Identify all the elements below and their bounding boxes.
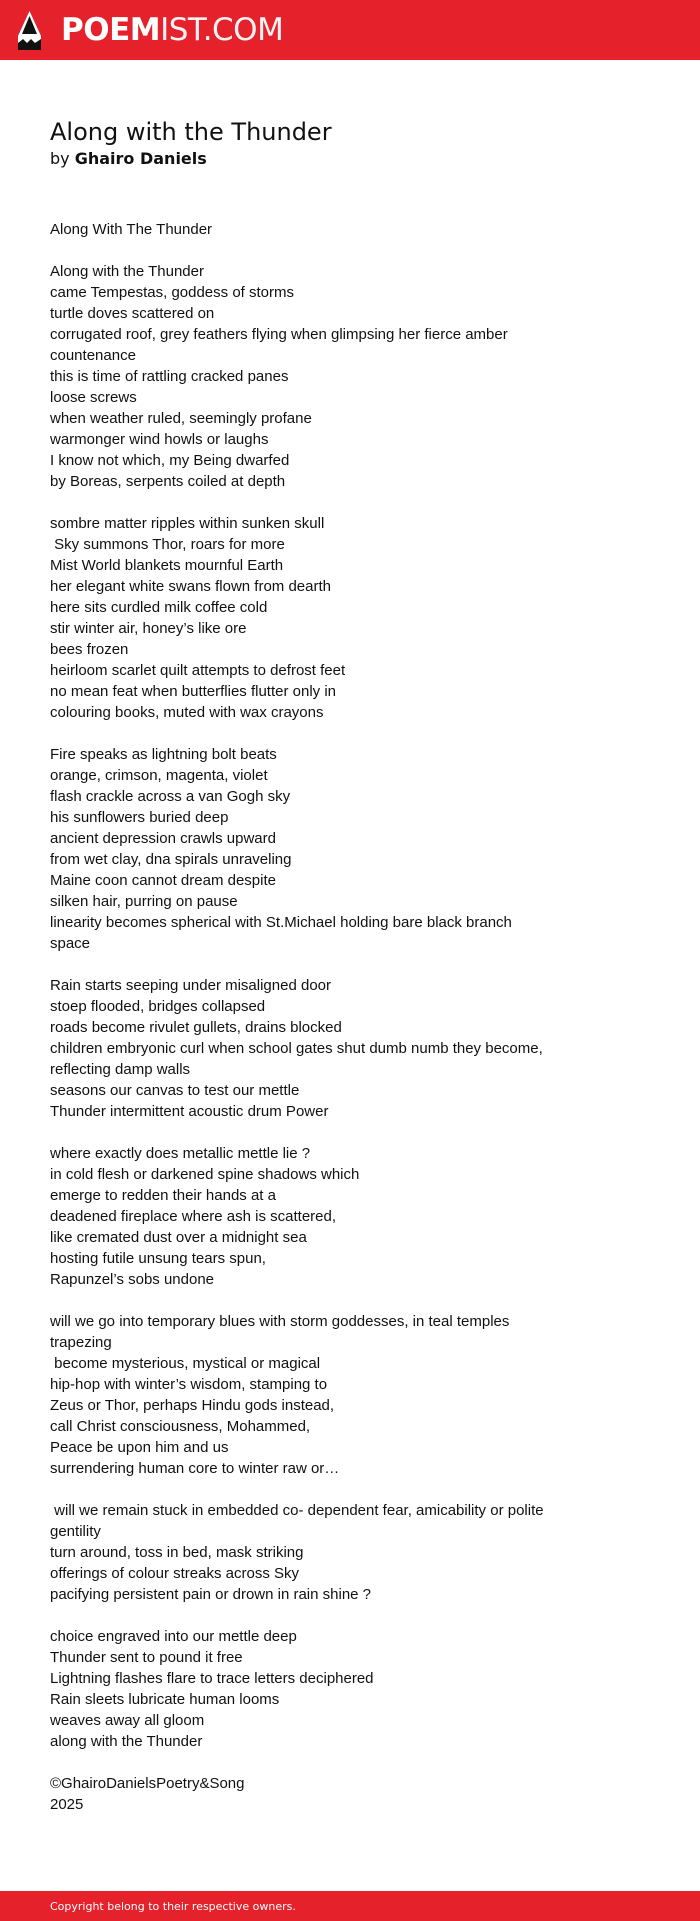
poem-line: Mist World blankets mournful Earth [50, 557, 284, 574]
poem-line: will we go into temporary blues with storm goddesses, in teal temples [50, 1313, 510, 1330]
stanza-break [50, 723, 580, 744]
poem-line: no mean feat when butterflies flutter only in [50, 683, 336, 700]
poem-line: Fire speaks as lightning bolt beats [50, 746, 277, 763]
poem-line: in cold flesh or darkened spine shadows which [50, 1166, 360, 1183]
poem-line: where exactly does metallic mettle lie ? [50, 1145, 311, 1162]
stanza-break [50, 1752, 580, 1773]
poem-line: ©GhairoDanielsPoetry&Song [50, 1775, 245, 1792]
logo-bold-text: POEM [61, 12, 161, 48]
logo-light-text: IST.COM [160, 12, 284, 48]
poem-line: her elegant white swans flown from dearth [50, 578, 331, 595]
poem-line: choice engraved into our mettle deep [50, 1628, 297, 1645]
poem-line: by Boreas, serpents coiled at depth [50, 473, 286, 490]
poem-line: turtle doves scattered on [50, 305, 215, 322]
poem-line: emerge to redden their hands at a [50, 1187, 276, 1204]
stanza [50, 1500, 580, 1605]
poem-line: linearity becomes spherical with St.Michael holding bare black branch [50, 914, 512, 931]
site-footer [0, 1891, 700, 1921]
by-label: by [50, 149, 70, 168]
stanza-break [50, 954, 580, 975]
poem-line: gentility [50, 1523, 101, 1540]
poem-line: children embryonic curl when school gates shut dumb numb they become, [50, 1040, 543, 1057]
stanza-break [50, 240, 580, 261]
poem-line: become mysterious, mystical or magical [50, 1355, 321, 1372]
poem-line: Peace be upon him and us [50, 1439, 229, 1456]
poem-line: Lightning flashes flare to trace letters deciphered [50, 1670, 374, 1687]
poem-heading: Along With The Thunder [50, 221, 213, 238]
poem-title: Along with the Thunder [50, 118, 332, 146]
poem-line: I know not which, my Being dwarfed [50, 452, 290, 469]
poem-line: call Christ consciousness, Mohammed, [50, 1418, 311, 1435]
poem-line: silken hair, purring on pause [50, 893, 238, 910]
stanza-break [50, 1479, 580, 1500]
author-name[interactable]: Ghairo Daniels [74, 149, 207, 168]
footer-copyright: Copyright belong to their respective owners. [50, 1900, 296, 1913]
poem-line: Rain starts seeping under misaligned door [50, 977, 331, 994]
poem-line: corrugated roof, grey feathers flying when glimpsing her fierce amber [50, 326, 508, 343]
poem-body [50, 219, 580, 1815]
poem-line: turn around, toss in bed, mask striking [50, 1544, 304, 1561]
stanza [50, 261, 580, 492]
site-logo[interactable] [61, 11, 283, 49]
poem-line: will we remain stuck in embedded co- dependent fear, amicability or polite [50, 1502, 544, 1519]
poem-line: hosting futile unsung tears spun, [50, 1250, 266, 1267]
poem-line: Maine coon cannot dream despite [50, 872, 276, 889]
poem-line: his sunflowers buried deep [50, 809, 229, 826]
stanza [50, 1626, 580, 1752]
stanza [50, 1143, 580, 1290]
poem-line: ancient depression crawls upward [50, 830, 276, 847]
poem-line: reflecting damp walls [50, 1061, 191, 1078]
poem-line: Rain sleets lubricate human looms [50, 1691, 280, 1708]
byline [50, 149, 207, 169]
stanza [50, 1311, 580, 1479]
poem-line: hip-hop with winter’s wisdom, stamping to [50, 1376, 328, 1393]
poem-line: trapezing [50, 1334, 112, 1351]
poem-line: Sky summons Thor, roars for more [50, 536, 285, 553]
stanza [50, 744, 580, 954]
poem-line: when weather ruled, seemingly profane [50, 410, 312, 427]
poem-line: Thunder sent to pound it free [50, 1649, 243, 1666]
poem-line: seasons our canvas to test our mettle [50, 1082, 300, 1099]
stanza-break [50, 1122, 580, 1143]
poem-line: loose screws [50, 389, 137, 406]
stanza-break [50, 1290, 580, 1311]
site-header [0, 0, 700, 60]
poem-line: pacifying persistent pain or drown in rain shine ? [50, 1586, 372, 1603]
poem-line: stir winter air, honey’s like ore [50, 620, 247, 637]
poem-line: Zeus or Thor, perhaps Hindu gods instead, [50, 1397, 335, 1414]
poem-line: stoep flooded, bridges collapsed [50, 998, 266, 1015]
poem-line: sombre matter ripples within sunken skull [50, 515, 325, 532]
poem-line: heirloom scarlet quilt attempts to defrost feet [50, 662, 346, 679]
stanza-break [50, 492, 580, 513]
poem-line: Along with the Thunder [50, 263, 204, 280]
poem-line: warmonger wind howls or laughs [50, 431, 269, 448]
poem-line: space [50, 935, 91, 952]
poem-line: weaves away all gloom [50, 1712, 205, 1729]
poem-line: Rapunzel’s sobs undone [50, 1271, 215, 1288]
poem-line: flash crackle across a van Gogh sky [50, 788, 291, 805]
poem-line: here sits curdled milk coffee cold [50, 599, 268, 616]
poem-line: offerings of colour streaks across Sky [50, 1565, 299, 1582]
poem-line: 2025 [50, 1796, 84, 1813]
poem-line: bees frozen [50, 641, 129, 658]
poem-line: Thunder intermittent acoustic drum Power [50, 1103, 329, 1120]
poem-line: orange, crimson, magenta, violet [50, 767, 268, 784]
poem-line: colouring books, muted with wax crayons [50, 704, 324, 721]
poem-line: like cremated dust over a midnight sea [50, 1229, 307, 1246]
pen-nib-icon[interactable] [17, 10, 42, 51]
poem-line: deadened fireplace where ash is scattered, [50, 1208, 337, 1225]
stanza [50, 1773, 580, 1815]
poem-line: this is time of rattling cracked panes [50, 368, 289, 385]
stanza [50, 513, 580, 723]
poem-line: roads become rivulet gullets, drains blocked [50, 1019, 342, 1036]
poem-line: countenance [50, 347, 136, 364]
poem-line: surrendering human core to winter raw or… [50, 1460, 340, 1477]
poem-line: along with the Thunder [50, 1733, 203, 1750]
poem-line: from wet clay, dna spirals unraveling [50, 851, 292, 868]
stanza [50, 975, 580, 1122]
poem-line: came Tempestas, goddess of storms [50, 284, 294, 301]
stanza-break [50, 1605, 580, 1626]
